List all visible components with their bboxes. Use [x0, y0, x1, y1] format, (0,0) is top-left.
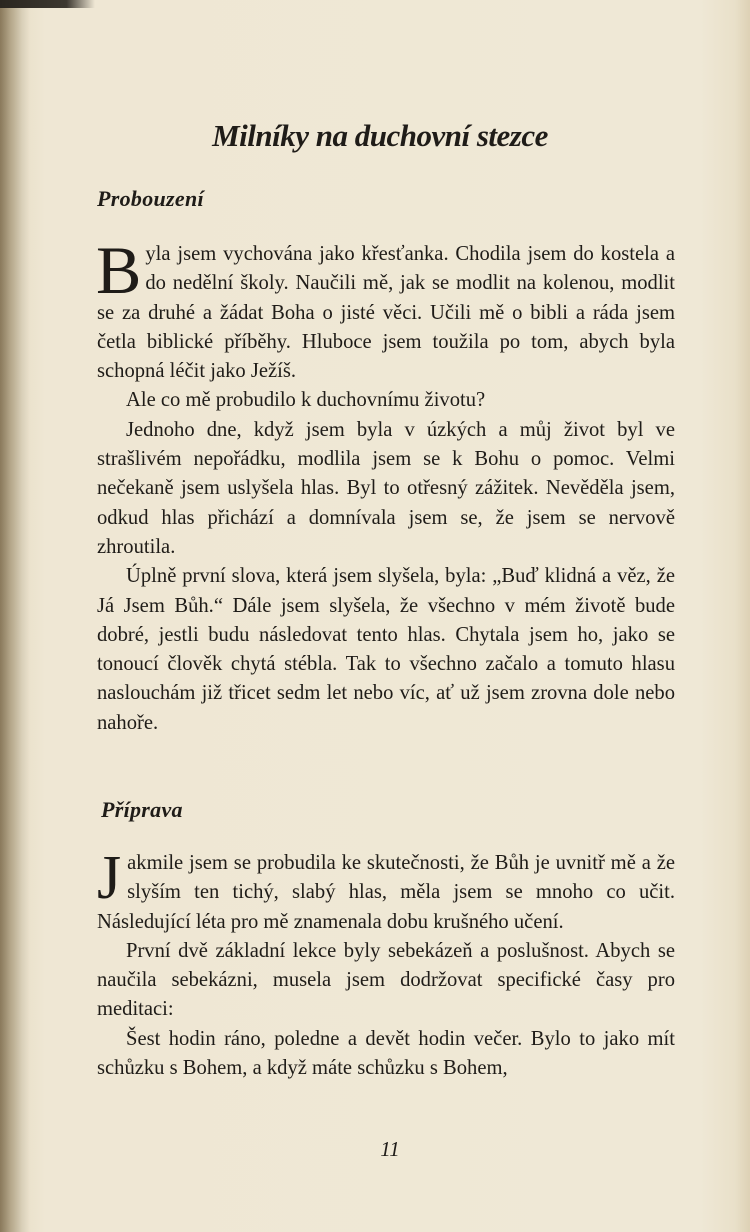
paragraph: [96, 232, 675, 386]
paragraph: Jednoho dne, když jsem byla v úzkých a můj život byl ve strašlivém nepořádku, modlila jsem se k Bohu o pomoc. Velmi nečekaně jsem uslyšela hlas. Byl to otřesný zážitek. Nevěděla jsem, odkud hlas přichází a domnívala jsem se, že jsem se nervově zhroutila.: [97, 418, 675, 558]
gutter-shadow: [0, 0, 30, 1232]
section-heading-priprava: Příprava: [101, 797, 183, 822]
drop-cap: J: [97, 844, 122, 912]
paragraph: Ale co mě probudilo k duchovnímu životu?: [126, 389, 486, 412]
paragraph: První dvě základní lekce byly sebekázeň a poslušnost. Abych se naučila sebekázni, musela jsem dodržovat specifické časy pro meditaci:: [97, 939, 675, 1021]
page-number: 11: [380, 1137, 400, 1161]
paragraph: Šest hodin ráno, poledne a devět hodin večer. Bylo to jako mít schůzku s Bohem, a když máte schůzku s Bohem,: [97, 1027, 675, 1080]
paragraph: [97, 844, 675, 937]
section-body-probouzeni: [96, 232, 675, 738]
chapter-title: Milníky na duchovní stezce: [212, 118, 548, 153]
section-heading-probouzeni: Probouzení: [97, 186, 204, 211]
paragraph-text: yla jsem vychována jako křesťanka. Chodila jsem do kostela a do nedělní školy. Naučili mě, jak se modlit na kolenou, modlit se za druhé a žádat Boha o jisté věci. Učili mě o bibli a ráda jsem četla biblické příběhy. Hluboce jsem toužila po tom, abych byla schopná léčit jako Ježíš.: [97, 243, 675, 383]
paragraph-text: akmile jsem se probudila ke skutečnosti, že Bůh je uvnitř mě a že slyším ten tichý, slabý hlas, měla jsem se mnoho co učit. Následující léta pro mě znamenala dobu krušného učení.: [97, 852, 675, 933]
drop-cap: B: [96, 232, 142, 308]
paragraph: Úplně první slova, která jsem slyšela, byla: „Buď klidná a věz, že Já Jsem Bůh.“ Dále jsem slyšela, že všechno v mém životě bude dobré, jestli budu následovat tento hlas. Chytala jsem ho, jako se tonoucí člověk chytá stébla. Tak to všechno začalo a tomuto hlasu naslouchám již třicet sedm let nebo víc, ať už jsem zrovna dole nebo nahoře.: [97, 565, 675, 734]
corner-mark: [0, 0, 95, 8]
section-body-priprava: [97, 844, 675, 1083]
